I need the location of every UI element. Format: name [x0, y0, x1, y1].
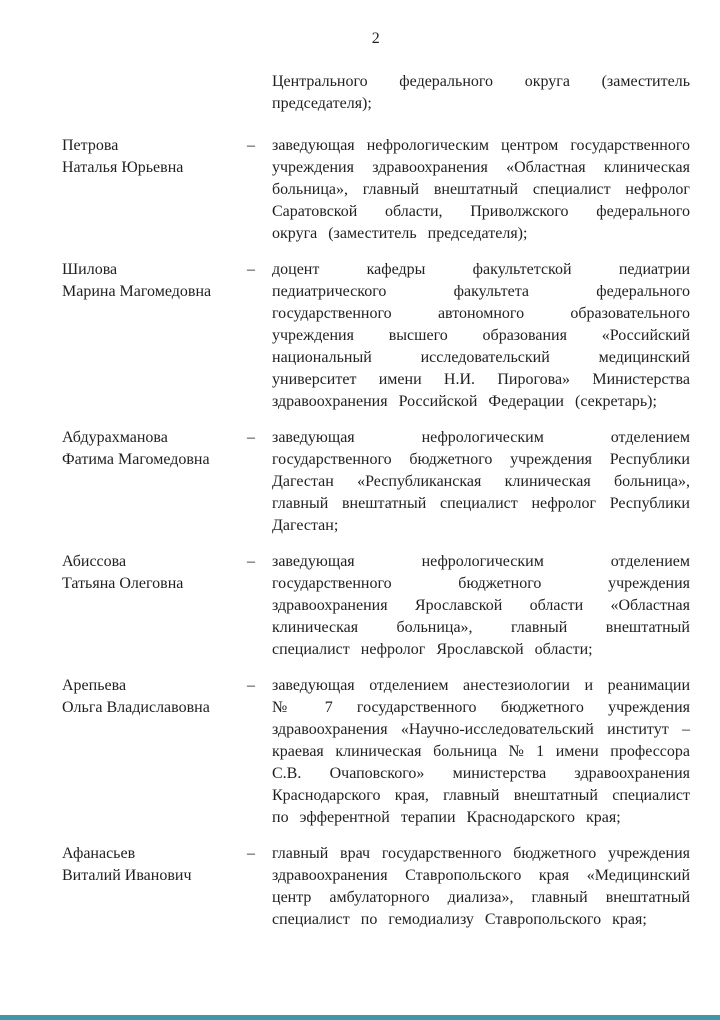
- person-surname: Арепьева: [62, 677, 127, 694]
- person-given-names: Ольга Владиславовна: [62, 699, 210, 716]
- dash-separator: –: [247, 429, 255, 446]
- person-surname: Абдурахманова: [62, 429, 168, 446]
- list-item: [62, 427, 690, 537]
- person-description: заведующая нефрологическим отделением государственного бюджетного учреждения здравоохранения Ярославской области «Областная клиническая больница», главный внештатный специалист нефролог Ярославской области;: [272, 553, 690, 658]
- person-name: [62, 135, 247, 179]
- list-item: [62, 843, 690, 931]
- scan-edge-bar: [0, 1015, 720, 1020]
- person-given-names: Фатима Магомедовна: [62, 451, 210, 468]
- person-surname: Петрова: [62, 137, 119, 154]
- continuation-paragraph: Центрального федерального округа (заместитель председателя);: [272, 73, 690, 112]
- dash-separator: –: [247, 137, 255, 154]
- list-item: [62, 675, 690, 829]
- person-name: [62, 675, 247, 719]
- person-given-names: Татьяна Олеговна: [62, 575, 184, 592]
- person-given-names: Виталий Иванович: [62, 867, 192, 884]
- list-item: [62, 551, 690, 661]
- dash-separator: –: [247, 553, 255, 570]
- person-description: заведующая нефрологическим отделением государственного бюджетного учреждения Республики Дагестан «Республиканская клиническая больница», главный внештатный специалист нефролог Республики Дагестан;: [272, 429, 690, 534]
- list-item: [62, 259, 690, 413]
- person-given-names: Наталья Юрьевна: [62, 159, 184, 176]
- page-number: 2: [371, 30, 381, 47]
- person-name: [62, 427, 247, 471]
- dash-separator: –: [247, 845, 255, 862]
- person-description: главный врач государственного бюджетного учреждения здравоохранения Ставропольского края «Медицинский центр амбулаторного диализа», главный внештатный специалист по гемодиализу Ставропольского края;: [272, 845, 690, 928]
- person-name: [62, 843, 247, 887]
- person-surname: Шилова: [62, 261, 118, 278]
- person-description: заведующая отделением анестезиологии и реанимации № 7 государственного бюджетного учреждения здравоохранения «Научно-исследовательский институт – краевая клиническая больница № 1 имени профессора С.В. Очаповского» министерства здравоохранения Краснодарского края, главный внештатный специалист по эфферентной терапии Краснодарского края;: [272, 677, 690, 826]
- list-item: [62, 135, 690, 245]
- person-description: доцент кафедры факультетской педиатрии педиатрического факультета федерального государственного автономного образовательного учреждения высшего образования «Российский национальный исследовательский медицинский университет имени Н.И. Пирогова» Министерства здравоохранения Российской Федерации (секретарь);: [272, 261, 690, 410]
- person-name: [62, 551, 247, 595]
- dash-separator: –: [247, 261, 255, 278]
- person-given-names: Марина Магомедовна: [62, 283, 212, 300]
- person-surname: Афанасьев: [62, 845, 136, 862]
- person-name: [62, 259, 247, 303]
- person-surname: Абиссова: [62, 553, 127, 570]
- dash-separator: –: [247, 677, 255, 694]
- person-description: заведующая нефрологическим центром государственного учреждения здравоохранения «Областная клиническая больница», главный внештатный специалист нефролог Саратовской области, Приволжского федерального округа (заместитель председателя);: [272, 137, 690, 242]
